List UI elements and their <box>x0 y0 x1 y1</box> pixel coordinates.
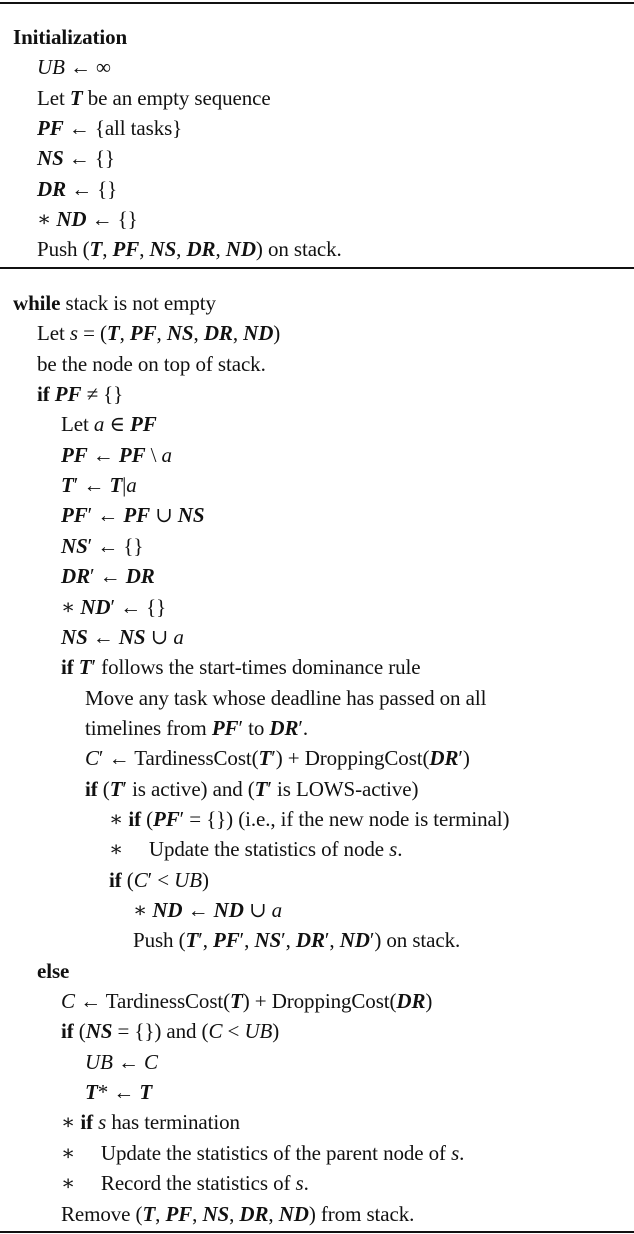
loop-line-10: DR′ ← DR <box>61 564 155 589</box>
loop-line-3: be the node on top of stack. <box>37 351 266 376</box>
init-line-3: Let T be an empty sequence <box>37 85 271 110</box>
loop-line-24: C ← TardinessCost(T) + DroppingCost(DR) <box>61 989 433 1014</box>
loop-line-26: UB ← C <box>85 1049 158 1074</box>
loop-line-22: Push (T′, PF′, NS′, DR′, ND′) on stack. <box>133 928 461 953</box>
init-line-4: PF ← {all tasks} <box>37 115 183 140</box>
loop-line-9: NS′ ← {} <box>61 533 144 558</box>
loop-line-18: ∗ if (PF′ = {}) (i.e., if the new node is terminal) <box>109 806 510 831</box>
loop-line-1: while stack is not empty <box>13 291 216 315</box>
init-line-8: Push (T, PF, NS, DR, ND) on stack. <box>37 237 342 262</box>
loop-line-5: Let a ∈ PF <box>61 412 157 437</box>
loop-line-31: Remove (T, PF, NS, DR, ND) from stack. <box>61 1201 415 1226</box>
bottom-rule <box>0 1231 634 1233</box>
loop-line-29: ∗ Update the statistics of the parent node of s. <box>61 1140 465 1165</box>
loop-line-7: T′ ← T|a <box>61 473 137 498</box>
loop-line-4: if PF ≠ {} <box>37 382 124 407</box>
loop-line-20: if (C′ < UB) <box>109 867 209 892</box>
loop-line-21: ∗ ND ← ND ∪ a <box>133 898 283 922</box>
init-line-7: ∗ ND ← {} <box>37 206 138 231</box>
loop-line-12: NS ← NS ∪ a <box>61 624 184 649</box>
loop-line-6: PF ← PF \ a <box>61 442 172 467</box>
init-line-6: DR ← {} <box>37 176 118 201</box>
loop-line-28: ∗ if s has termination <box>61 1110 240 1135</box>
init-line-2: UB ← ∞ <box>37 55 111 80</box>
loop-line-11: ∗ ND′ ← {} <box>61 594 167 619</box>
loop-line-23: else <box>37 958 70 983</box>
loop-line-27: T* ← T <box>85 1080 153 1105</box>
loop-line-14: Move any task whose deadline has passed on all <box>85 685 487 710</box>
top-rule <box>0 2 634 4</box>
loop-line-2: Let s = (T, PF, NS, DR, ND) <box>37 321 281 346</box>
loop-line-8: PF′ ← PF ∪ NS <box>61 503 205 528</box>
loop-line-13: if T′ follows the start-times dominance rule <box>61 655 421 680</box>
loop-line-16: C′ ← TardinessCost(T′) + DroppingCost(DR′) <box>85 746 470 771</box>
loop-line-15: timelines from PF′ to DR′. <box>85 715 309 740</box>
loop-line-30: ∗ Record the statistics of s. <box>61 1171 309 1196</box>
loop-line-17: if (T′ is active) and (T′ is LOWS-active) <box>85 776 419 801</box>
loop-line-19: ∗ Update the statistics of node s. <box>109 837 403 862</box>
middle-rule <box>0 267 634 269</box>
loop-line-25: if (NS = {}) and (C < UB) <box>61 1019 280 1044</box>
init-line-1: Initialization <box>13 25 128 49</box>
init-line-5: NS ← {} <box>37 146 115 171</box>
